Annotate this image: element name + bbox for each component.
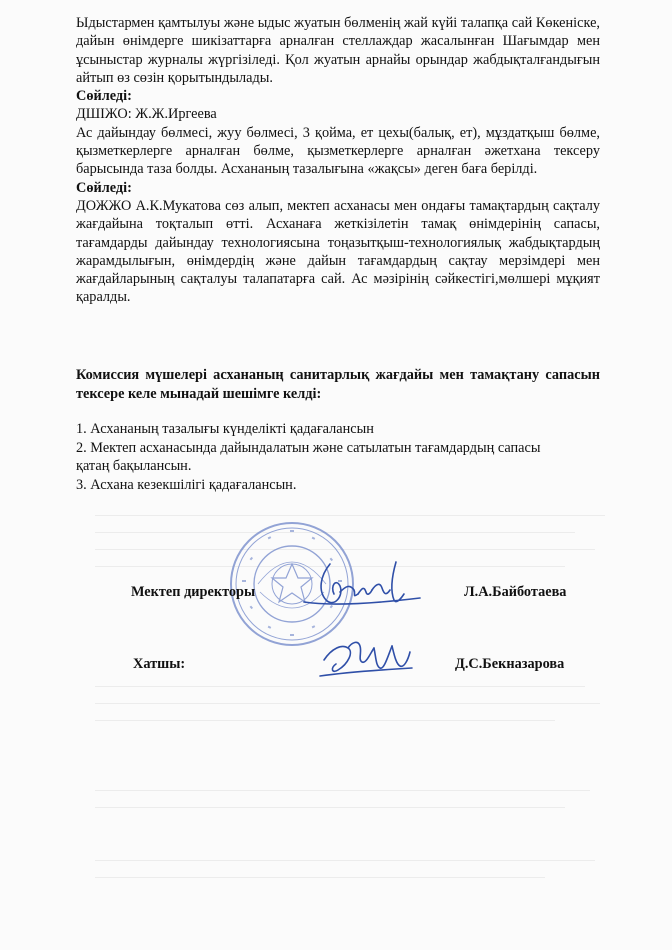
show-through-line bbox=[95, 720, 555, 721]
secretary-name: Д.С.Бекназарова bbox=[455, 656, 565, 672]
list-item: 1. Асхананың тазалығы күнделікті қадағалансын bbox=[76, 421, 374, 437]
list-item: қатаң бақылансын. bbox=[76, 458, 192, 474]
body-text bbox=[76, 14, 600, 307]
speaker-heading: Сөйледі: bbox=[76, 88, 132, 105]
list-item: 2. Мектеп асханасында дайындалатын және сатылатын тағамдардың сапасы bbox=[76, 439, 541, 456]
list-item: 3. Асхана кезекшілігі қадағалансын. bbox=[76, 476, 297, 493]
speaker2-paragraph: ДОЖЖО А.К.Мукатова сөз алып, мектеп асханасы мен ондағы тамақтардың сақталу жағдайына тоқталып өтті. Асханаға жеткізілетін тамақ өнімдерінің сапасы, тағамдарды дайындау технологиясына тоңазытқыш-технологиялық жабдықтардың жарамдылығын, өнімдердің және дайын тағамдардың сақтау мерзімдері мен жағдайларының сақталуы талапатарға сай. Ас мәзірінің сәйкестігі,мөлшері мұқият қаралды. bbox=[76, 197, 600, 306]
show-through-line bbox=[95, 860, 595, 861]
decision-list bbox=[76, 420, 600, 494]
speaker-name: ДШІЖО: Ж.Ж.Иргеева bbox=[76, 106, 217, 123]
intro-paragraph: Ыдыстармен қамтылуы және ыдыс жуатын бөлменің жай күйі талапқа сай Көкеніске, дайын өнімдерге шикізаттарға арналған стеллаждар жасалынған Шағымдар мен ұсыныстар журналы жүргізіледі. Қол жуатын арнайы орындар жабдықталғандығын айтып өз сөзін қорытындылады. bbox=[76, 15, 600, 86]
show-through-line bbox=[95, 515, 605, 516]
secretary-signature bbox=[318, 630, 414, 682]
show-through-line bbox=[95, 790, 590, 791]
secretary-title: Хатшы: bbox=[133, 656, 186, 672]
director-name: Л.А.Байботаева bbox=[464, 584, 567, 600]
director-signature bbox=[300, 556, 430, 616]
show-through-line bbox=[95, 686, 585, 687]
show-through-line bbox=[95, 703, 600, 704]
director-title: Мектеп директоры bbox=[131, 584, 256, 600]
speaker-heading: Сөйледі: bbox=[76, 179, 132, 196]
speaker1-paragraph: Ас дайындау бөлмесі, жуу бөлмесі, 3 қойма, ет цехы(балық, ет), мұздатқыш бөлме, қызметкерлерге арналған бөлме, қызметкерлерге арналған әжетхана тексеру барысында таза болды. Асхананың тазалығына «жақсы» деген баға берілді. bbox=[76, 124, 600, 178]
show-through-line bbox=[95, 807, 565, 808]
show-through-line bbox=[95, 877, 545, 878]
resolution-heading: Комиссия мүшелері асхананың санитарлық жағдайы мен тамақтану сапасын тексере келе мынадай шешімге келді: bbox=[76, 367, 600, 402]
